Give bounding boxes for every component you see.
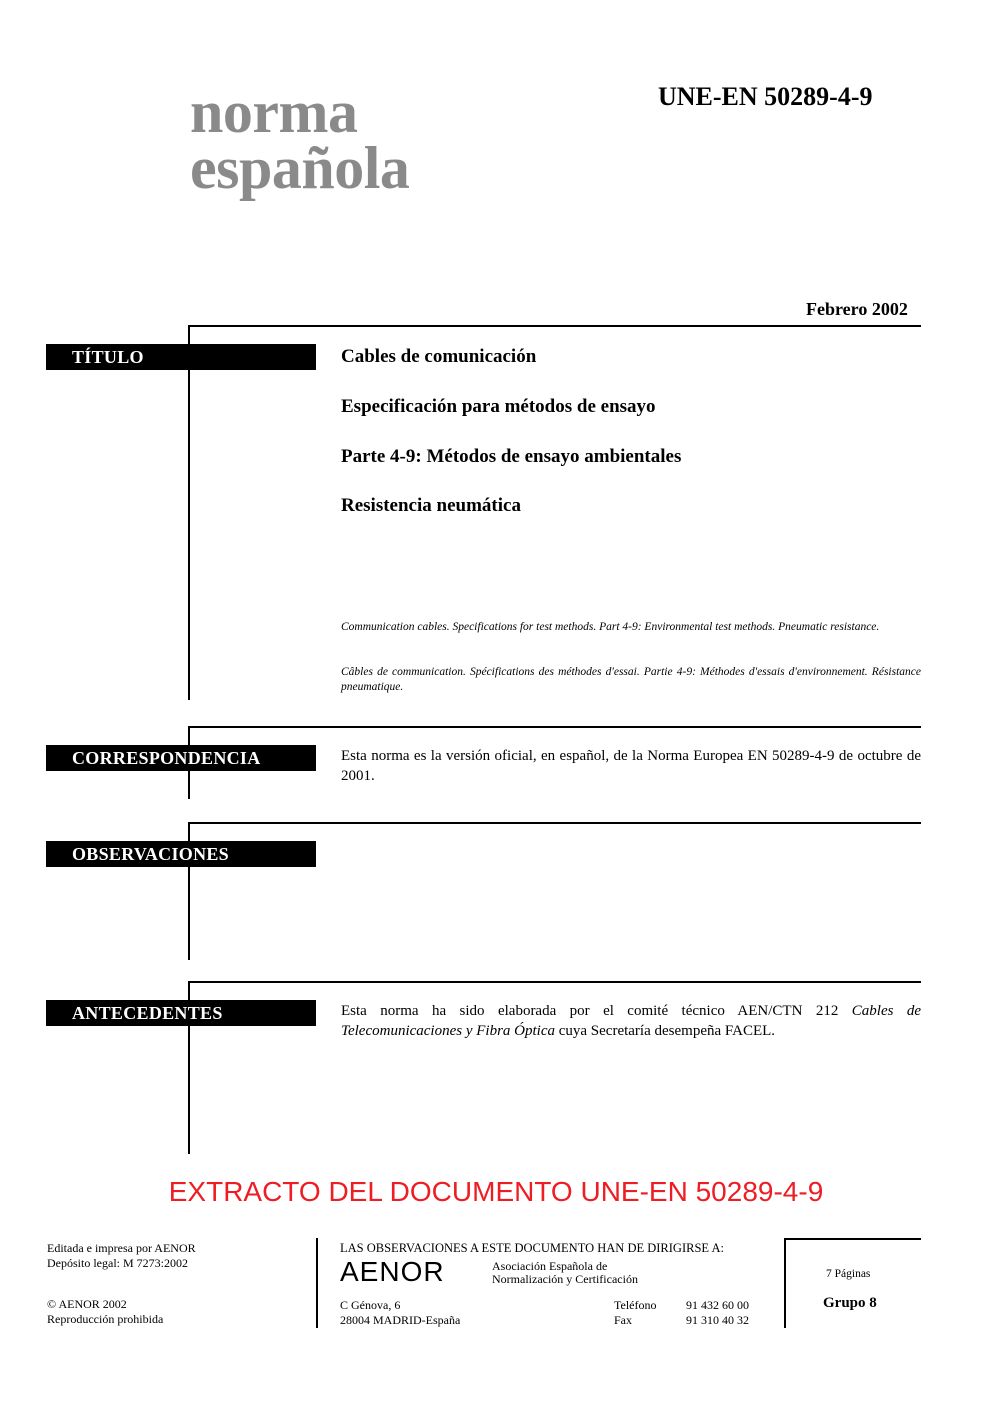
- address-line-1: C Génova, 6: [340, 1298, 401, 1312]
- titulo-top-rule: [188, 325, 921, 327]
- footer-copyright: [47, 1297, 163, 1327]
- extract-banner: EXTRACTO DEL DOCUMENTO UNE-EN 50289-4-9: [168, 1176, 824, 1207]
- brand-line-1: norma: [190, 79, 358, 145]
- page-count: 7 Páginas: [826, 1268, 871, 1280]
- assoc-line-1: Asociación Española de: [492, 1259, 608, 1273]
- footer-edition-info: [47, 1241, 196, 1271]
- observations-heading: LAS OBSERVACIONES A ESTE DOCUMENTO HAN DE DIRIGIRSE A:: [340, 1241, 724, 1255]
- address-line-2: 28004 MADRID-España: [340, 1313, 461, 1327]
- titulo-label: TÍTULO: [46, 344, 316, 370]
- phone-label: Teléfono: [614, 1298, 657, 1312]
- copyright-notice: © AENOR 2002: [47, 1297, 127, 1311]
- correspondencia-top-rule: [188, 726, 921, 728]
- assoc-line-2: Normalización y Certificación: [492, 1272, 638, 1286]
- title-line-3: Parte 4-9: Métodos de ensayo ambientales: [341, 446, 682, 467]
- title-line-2: Especificación para métodos de ensayo: [341, 396, 656, 417]
- standard-code: UNE-EN 50289-4-9: [658, 82, 873, 111]
- correspondencia-label: CORRESPONDENCIA: [46, 745, 316, 771]
- brand-title: [190, 79, 410, 201]
- title-line-1: Cables de comunicación: [341, 346, 537, 367]
- committee-name: Cables de Telecomunicaciones y Fibra Óptica: [341, 1003, 922, 1039]
- aenor-association: [492, 1260, 638, 1286]
- publication-date: Febrero 2002: [806, 299, 908, 319]
- antecedentes-text: [341, 1001, 921, 1041]
- aenor-logo: AENOR: [340, 1256, 445, 1287]
- observaciones-top-rule: [188, 822, 921, 824]
- fax-label: Fax: [614, 1313, 632, 1327]
- french-title: Câbles de communication. Spécifications des méthodes d'essai. Partie 4-9: Méthodes d'essais d'environnement. Résistance pneumatique.: [341, 666, 921, 693]
- reproduction-notice: Reproducción prohibida: [47, 1312, 164, 1326]
- brand-line-2: española: [190, 135, 410, 201]
- antecedentes-top-rule: [188, 981, 921, 983]
- contact-numbers: [686, 1298, 749, 1328]
- antecedentes-text-start: Esta norma ha sido elaborada por el comité técnico AEN/CTN 212: [341, 1003, 852, 1019]
- antecedentes-text-end: cuya Secretaría desempeña FACEL.: [554, 1023, 776, 1039]
- titulo-side-rule: [188, 325, 190, 700]
- correspondencia-text: Esta norma es la versión oficial, en español, de la Norma Europea EN 50289-4-9 de octubre de 2001.: [341, 748, 921, 784]
- legal-deposit: Depósito legal: M 7273:2002: [47, 1256, 188, 1270]
- aenor-address: [340, 1298, 460, 1328]
- pages-box-side-rule: [784, 1238, 786, 1328]
- pages-box-top-rule: [784, 1238, 921, 1240]
- fax-number: 91 310 40 32: [686, 1313, 749, 1327]
- antecedentes-label: ANTECEDENTES: [46, 1000, 316, 1026]
- edited-by: Editada e impresa por AENOR: [47, 1241, 196, 1255]
- footer-divider-left: [316, 1238, 318, 1328]
- observaciones-label: OBSERVACIONES: [46, 841, 316, 867]
- english-title: Communication cables. Specifications for test methods. Part 4-9: Environmental test methods. Pneumatic resistance.: [341, 621, 880, 633]
- phone-number: 91 432 60 00: [686, 1298, 749, 1312]
- price-group: Grupo 8: [823, 1295, 877, 1311]
- title-line-4: Resistencia neumática: [341, 495, 521, 516]
- contact-labels: [614, 1298, 656, 1328]
